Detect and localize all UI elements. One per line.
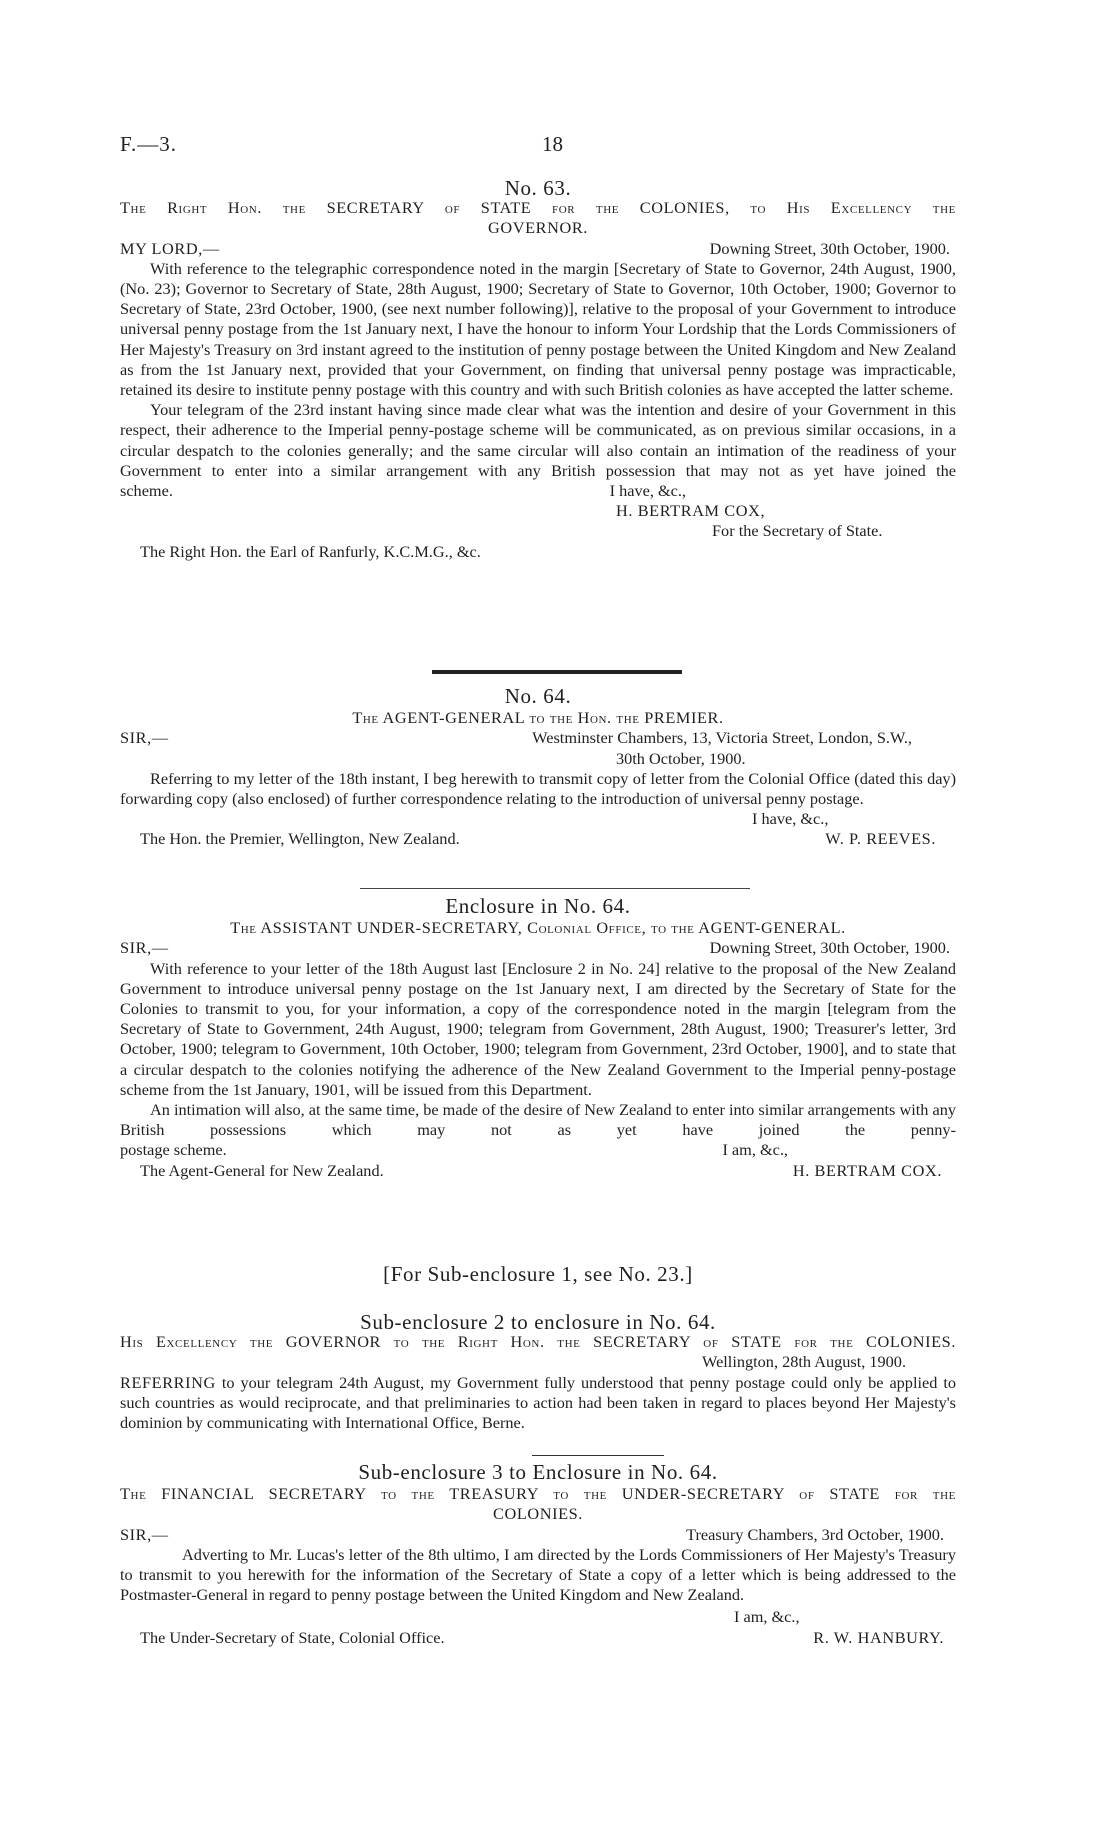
section-divider-rule — [360, 888, 750, 889]
no64-salutation: SIR,— — [120, 728, 169, 748]
no63-heading-line1: The Right Hon. the SECRETARY of STATE for the COLONIES, to His Excellency the — [120, 198, 956, 218]
page-number: 18 — [542, 132, 563, 156]
sub3-signature: R. W. HANBURY. — [813, 1627, 944, 1647]
enclosure-paragraph-2-end: postage scheme. — [120, 1140, 227, 1160]
enclosure-heading: The ASSISTANT UNDER-SECRETARY, Colonial Office, to the AGENT-GENERAL. — [230, 918, 846, 938]
enclosure-salutation-row — [120, 938, 956, 958]
sub3-paragraph-1: Adverting to Mr. Lucas's letter of the 8th ultimo, I am directed by the Lords Commissioners of Her Majesty's Treasury to transmit to you herewith for the information of the Secretary of State a copy of a letter which is being addressed to the Postmaster-General in regard to penny postage between the United Kingdom and New Zealand. — [120, 1544, 956, 1605]
no63-place-date: Downing Street, 30th October, 1900. — [709, 238, 950, 258]
sub-enclosure-3 — [120, 1462, 956, 1648]
sub3-closing: I am, &c., — [734, 1607, 800, 1627]
enclosure-closing: I am, &c., — [722, 1140, 788, 1160]
sub3-place-date: Treasury Chambers, 3rd October, 1900. — [686, 1524, 944, 1544]
enclosure-place-date: Downing Street, 30th October, 1900. — [709, 938, 950, 958]
no63-paragraph-2: Your telegram of the 23rd instant having since made clear what was the intention and desire of your Government in this respect, their adherence to the Imperial penny-postage scheme will be communicated, as on previous similar occasions, in a circular despatch to the colonies generally; and the same circular will also contain an intimation of the readiness of your Government to enter into a similar arrangement with any British possession that may not as yet have joined the — [120, 400, 956, 480]
enclosure-signature-row — [120, 1161, 956, 1181]
enclosure-salutation: SIR,— — [120, 938, 169, 958]
no64-signature: W. P. REEVES. — [825, 829, 936, 849]
enclosure-no64 — [120, 896, 956, 1181]
sub-enclosure-2 — [120, 1312, 956, 1433]
no64-heading: The AGENT-GENERAL to the Hon. the PREMIER. — [352, 708, 724, 728]
no64-address-row — [120, 728, 956, 748]
no64-addressee: The Hon. the Premier, Wellington, New Zealand. — [140, 829, 460, 849]
sub-enclosure-1 — [120, 1264, 956, 1284]
sub3-heading-line1: The FINANCIAL SECRETARY to the TREASURY to the UNDER-SECRETARY of STATE for the — [120, 1484, 956, 1504]
enclosure-addressee: The Agent-General for New Zealand. — [140, 1160, 384, 1180]
sub2-place-date: Wellington, 28th August, 1900. — [702, 1352, 907, 1372]
no64-number: No. 64. — [504, 684, 572, 708]
sub3-signature-row — [120, 1628, 956, 1648]
no64-closing: I have, &c., — [752, 809, 829, 829]
sub3-salutation: SIR,— — [120, 1524, 169, 1544]
section-divider-thick — [432, 670, 682, 674]
sub2-title: Sub-enclosure 2 to enclosure in No. 64. — [360, 1310, 716, 1334]
no63-addressee: The Right Hon. the Earl of Ranfurly, K.C.M.G., &c. — [140, 541, 481, 561]
no63-heading-line2: GOVERNOR. — [488, 218, 588, 238]
no63-paragraph-2-end: scheme. — [120, 481, 173, 501]
enclosure-closing-row — [120, 1140, 956, 1160]
letter-no64 — [120, 686, 956, 850]
sub-section-divider — [532, 1455, 664, 1456]
sub3-salutation-row — [120, 1525, 956, 1545]
sub2-paragraph-text: to your telegram 24th August, my Government fully understood that penny postage could only be applied to such countries as would reciprocate, and that preliminaries to action had been taken in regard to places beyond Her Majesty's dominion by communicating with International Office, Berne. — [120, 1372, 956, 1433]
no63-number: No. 63. — [504, 176, 572, 200]
letter-no63 — [120, 178, 956, 562]
enclosure-signature: H. BERTRAM COX. — [792, 1160, 942, 1180]
no63-closing-row — [120, 481, 956, 501]
sub3-title: Sub-enclosure 3 to Enclosure in No. 64. — [358, 1460, 718, 1484]
no63-salutation-row — [120, 239, 956, 259]
enclosure-paragraph-1: With reference to your letter of the 18th August last [Enclosure 2 in No. 24] relative to the proposal of the New Zealand Government to introduce universal penny postage on the 1st January next, I am directed by the Secretary of State for the Colonies to transmit to you, for your information, a copy of the correspondence noted in the margin [telegram from the Secretary of State to Government, 24th August, 1900; telegram from Government, 28th August, 1900; Treasurer's letter, 3rd October, 1900; telegram to Government, 10th October, 1900; telegram from Government, 23rd October, 1900], and to state that a circular despatch to the colonies notifying the adherence of the New Zealand Government to the Imperial penny-postage scheme from the 1st January, 1901, will be issued from this Department. — [120, 958, 956, 1099]
sub3-addressee: The Under-Secretary of State, Colonial Office. — [140, 1627, 445, 1647]
no64-address-line1: Westminster Chambers, 13, Victoria Street, London, S.W., — [532, 728, 912, 748]
series-label: F.—3. — [120, 132, 177, 156]
no64-paragraph-1: Referring to my letter of the 18th instant, I beg herewith to transmit copy of letter from the Colonial Office (dated this day) forwarding copy (also enclosed) of further correspondence relating to the introduction of universal penny postage. — [120, 768, 956, 809]
enclosure-title: Enclosure in No. 64. — [445, 894, 631, 918]
no63-signature: H. BERTRAM COX, — [616, 501, 766, 521]
no63-closing: I have, &c., — [609, 481, 686, 501]
sub1-note: [For Sub-enclosure 1, see No. 23.] — [383, 1262, 693, 1286]
no63-signature-title: For the Secretary of State. — [712, 521, 883, 541]
no64-address-line2: 30th October, 1900. — [616, 748, 746, 768]
no63-paragraph-1: With reference to the telegraphic correspondence noted in the margin [Secretary of State to Governor, 24th August, 1900, (No. 23); Governor to Secretary of State, 28th August, 1900; Secretary of State to Governor, 10th October, 1900; Governor to Secretary of State, 23rd October, 1900, (see next number following)], relative to the proposal of your Government to introduce universal penny postage from the 1st January next, I have the honour to inform Your Lordship that the Lords Commissioners of Her Majesty's Treasury on 3rd instant agreed to the institution of penny postage between the United Kingdom and New Zealand as from the 1st January next, provided that your Government, on finding that universal penny postage was impracticable, retained its desire to institute penny postage with this country and with such British colonies as have accepted the latter scheme. — [120, 258, 956, 400]
no63-salutation: MY LORD,— — [120, 238, 220, 258]
sub2-heading: His Excellency the GOVERNOR to the Right Hon. the SECRETARY of STATE for the COLONIES. — [120, 1332, 956, 1352]
sub2-paragraph-1 — [120, 1373, 956, 1434]
enclosure-paragraph-2: An intimation will also, at the same time, be made of the desire of New Zealand to enter into similar arrangements with any British possessions which may not as yet have joined the penny- — [120, 1100, 956, 1140]
sub3-heading-line2: COLONIES. — [493, 1504, 583, 1524]
no64-signature-row — [120, 829, 956, 849]
sub2-lead-word: REFERRING — [120, 1372, 216, 1392]
